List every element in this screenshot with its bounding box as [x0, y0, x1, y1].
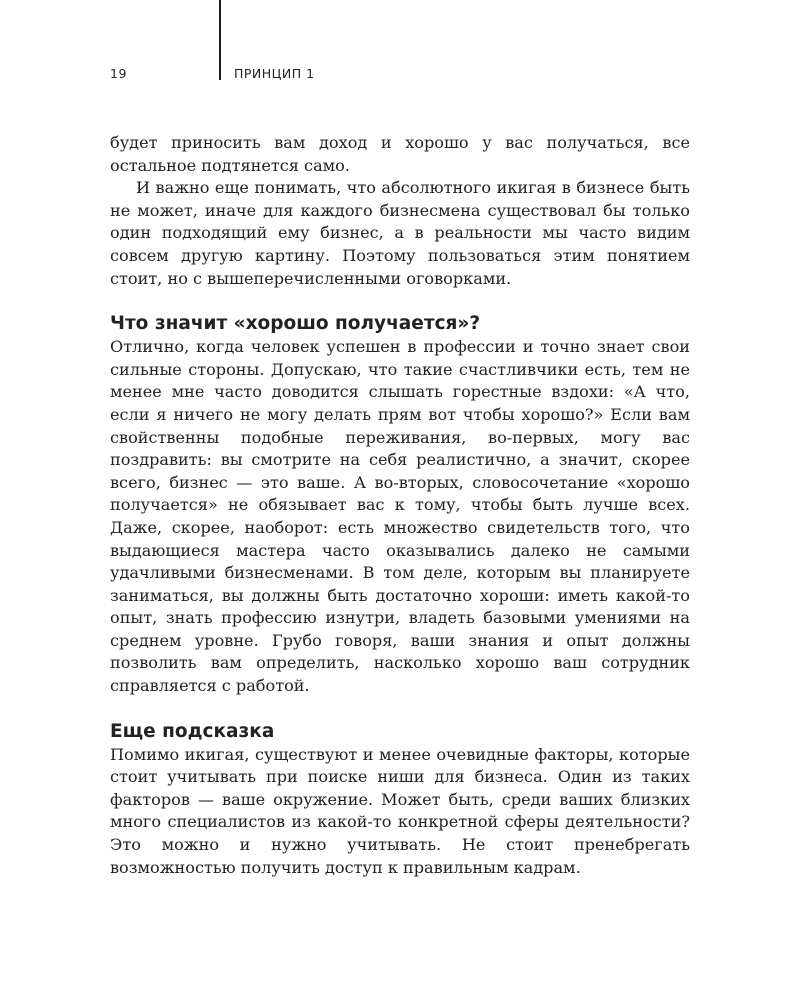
section-heading-good-at: Что значит «хорошо получается»? [110, 313, 481, 335]
section-heading-hint: Еще подсказка [110, 720, 275, 742]
paragraph-good-at: Отлично, когда человек успешен в профессии и точно знает свои сильные стороны. Допускаю, что такие счастливчики есть, тем не менее мне часто доводится слышать горестные вздохи: «А что, если я ничего не могу делать прям вот чтобы хорошо?» Если вам свойственны подобные переживания, во-первых, могу вас поздравить: вы смотрите на себя реалистично, а значит, скорее всего, бизнес — это ваше. А во-вторых, словосочетание «хорошо получается» не обязывает вас к тому, чтобы быть лучше всех. Даже, скорее, наоборот: есть множество свидетельств того, что выдающиеся мастера часто оказывались далеко не самыми удачливыми бизнесменами. В том деле, которым вы планируете заниматься, вы должны быть достаточно хороши: иметь какой-то опыт, знать профессию изнутри, владеть базовыми умениями на среднем уровне. Грубо говоря, ваши знания и опыт должны позволить вам определить, насколько хорошо ваш сотрудник справляется с работой. [110, 337, 690, 696]
paragraph-hint: Помимо икигая, существуют и менее очевидные факторы, которые стоит учитывать при поиске ниши для бизнеса. Один из таких факторов — ваше окружение. Может быть, среди ваших близких много специалистов из какой-то конкретной сферы деятельности? Это можно и нужно учитывать. Не стоит пренебрегать возможностью получить доступ к правильным кадрам. [110, 744, 690, 877]
paragraph-continued: будет приносить вам доход и хорошо у вас получаться, все остальное подтянется само. [110, 133, 690, 175]
paragraph-ikigai: И важно еще понимать, что абсолютного икигая в бизнесе быть не может, иначе для каждого бизнесмена существовал бы только один подходящий ему бизнес, а в реальности мы часто видим совсем другую картину. Поэтому пользоваться этим понятием стоит, но с вышеперечисленными оговорками. [110, 178, 690, 288]
page-number: 19 [110, 66, 127, 81]
running-head [0, 66, 800, 86]
page-body [110, 132, 690, 879]
chapter-title: ПРИНЦИП 1 [234, 66, 315, 81]
